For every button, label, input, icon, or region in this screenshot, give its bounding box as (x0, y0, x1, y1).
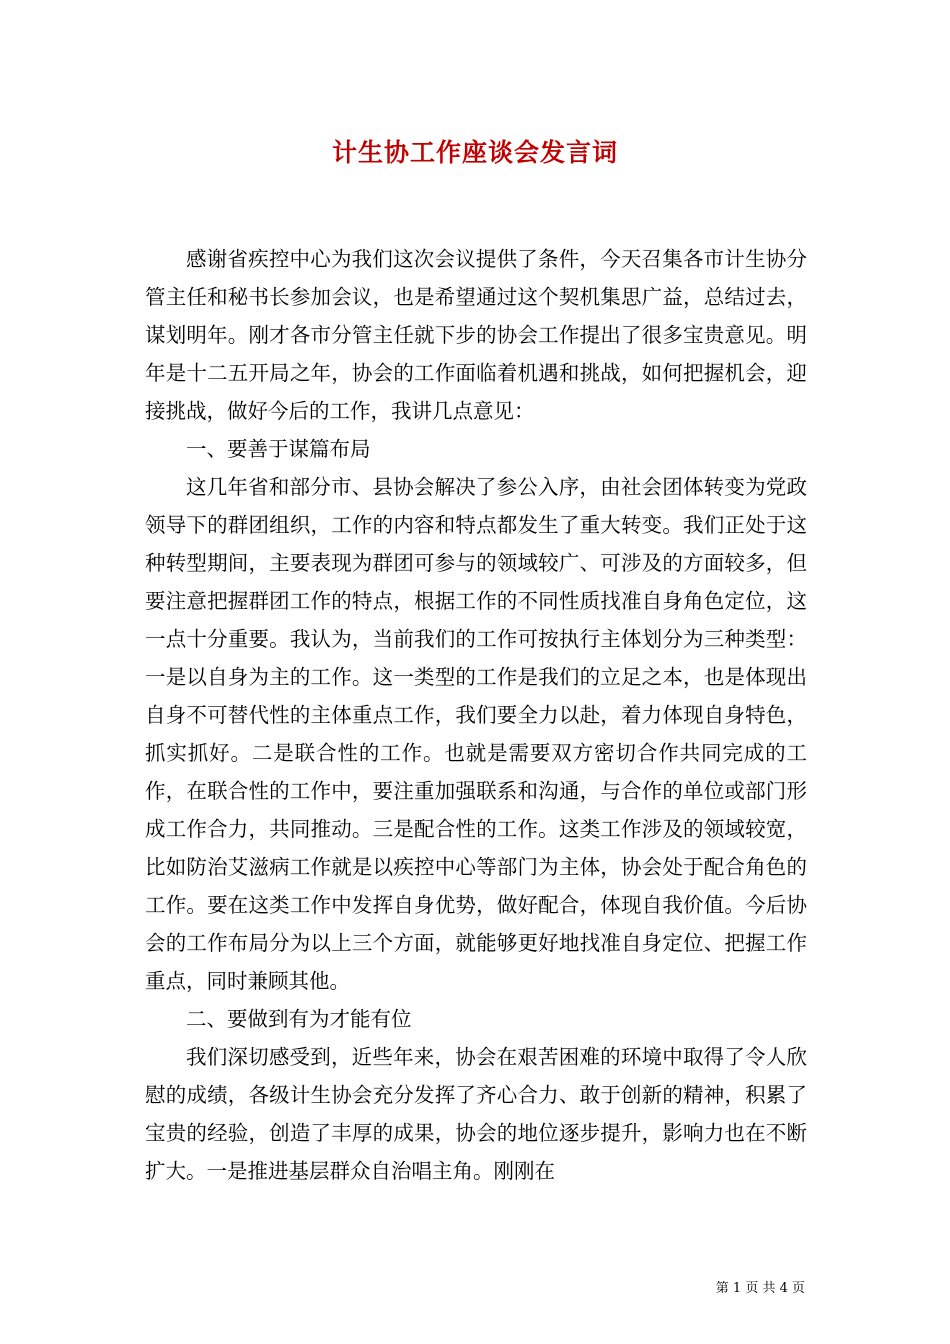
page-number-footer: 第 1 页 共 4 页 (715, 1281, 805, 1296)
section-heading-2: 二、要做到有为才能有位 (186, 1007, 412, 1031)
document-body (145, 240, 807, 1190)
section-heading-1: 一、要善于谋篇布局 (186, 437, 371, 461)
paragraph-intro: 感谢省疾控中心为我们这次会议提供了条件，今天召集各市计生协分管主任和秘书长参加会议，也是希望通过这个契机集思广益，总结过去，谋划明年。刚才各市分管主任就下步的协会工作提出了很多宝贵意见。明年是十二五开局之年，协会的工作面临着机遇和挑战，如何把握机会，迎接挑战，做好今后的工作，我讲几点意见： (145, 247, 807, 423)
paragraph-section-2: 我们深切感受到，近些年来，协会在艰苦困难的环境中取得了令人欣慰的成绩，各级计生协会充分发挥了齐心合力、敢于创新的精神，积累了宝贵的经验，创造了丰厚的成果，协会的地位逐步提升，影响力也在不断扩大。一是推进基层群众自治唱主角。刚刚在 (145, 1045, 807, 1183)
paragraph-section-1: 这几年省和部分市、县协会解决了参公入序，由社会团体转变为党政领导下的群团组织，工作的内容和特点都发生了重大转变。我们正处于这种转型期间，主要表现为群团可参与的领域较广、可涉及的方面较多，但要注意把握群团工作的特点，根据工作的不同性质找准自身角色定位，这一点十分重要。我认为，当前我们的工作可按执行主体划分为三种类型：一是以自身为主的工作。这一类型的工作是我们的立足之本，也是体现出自身不可替代性的主体重点工作，我们要全力以赴，着力体现自身特色，抓实抓好。二是联合性的工作。也就是需要双方密切合作共同完成的工作，在联合性的工作中，要注重加强联系和沟通，与合作的单位或部门形成工作合力，共同推动。三是配合性的工作。这类工作涉及的领域较宽，比如防治艾滋病工作就是以疾控中心等部门为主体，协会处于配合角色的工作。要在这类工作中发挥自身优势，做好配合，体现自我价值。今后协会的工作布局分为以上三个方面，就能够更好地找准自身定位、把握工作重点，同时兼顾其他。 (145, 475, 807, 993)
document-title: 计生协工作座谈会发言词 (331, 138, 618, 167)
